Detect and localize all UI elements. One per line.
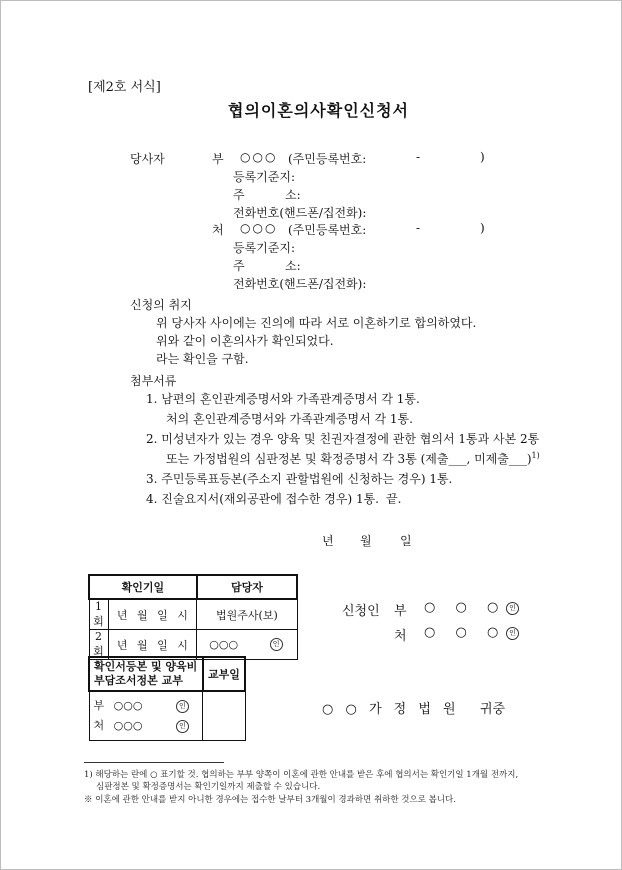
confirm-header-left: 확인기일 bbox=[89, 575, 197, 599]
husband-rrn-close: ) bbox=[480, 150, 485, 164]
confirm-row1-staff: 법원주사(보) bbox=[197, 599, 297, 630]
applicant-wife-role: 처 bbox=[394, 629, 407, 644]
attachment-item-1b: 처의 혼인관계증명서와 가족관계증명서 각 1통. bbox=[166, 412, 413, 426]
footnote-2: ※ 이혼에 관한 안내를 받지 아니한 경우에는 접수한 날부터 3개월이 경과하면 취하한 것으로 봅니다. bbox=[84, 795, 456, 805]
delivery-husband-role: 부 bbox=[93, 699, 105, 712]
delivery-husband-seal-icon: 인 bbox=[176, 700, 189, 713]
delivery-table bbox=[88, 656, 246, 741]
date-day: 일 bbox=[400, 534, 412, 548]
delivery-header-left bbox=[89, 657, 203, 691]
document-title: 협의이혼의사확인신청서 bbox=[228, 101, 410, 120]
wife-name: ○○○ bbox=[240, 221, 278, 235]
attachments-end: 끝. bbox=[386, 492, 402, 506]
husband-address-a: 주 bbox=[233, 188, 245, 202]
applicant-husband-role: 부 bbox=[394, 604, 407, 619]
applicant-wife-seal-icon: 인 bbox=[506, 627, 519, 640]
confirm-header-right: 담당자 bbox=[197, 575, 297, 599]
wife-rrn-close: ) bbox=[480, 221, 485, 235]
husband-registry: 등록기준지: bbox=[233, 170, 296, 184]
applicant-husband-name: ○ ○ ○ bbox=[424, 600, 499, 615]
footnote-divider bbox=[84, 762, 224, 763]
delivery-wife-role: 처 bbox=[93, 719, 105, 732]
court-name: ○ ○ 가 정 법 원 bbox=[322, 702, 458, 717]
confirm-row2-date: 년 월 일 시 bbox=[108, 630, 197, 660]
wife-registry: 등록기준지: bbox=[233, 241, 296, 255]
applicant-husband-seal-icon: 인 bbox=[506, 602, 519, 615]
attachment-item-1a: 1. 남편의 혼인관계증명서와 가족관계증명서 각 1통. bbox=[146, 392, 420, 406]
delivery-wife-row bbox=[94, 716, 199, 736]
delivery-date-cell bbox=[203, 691, 245, 741]
form-number: [제2호 서식] bbox=[88, 80, 161, 95]
purpose-line-1: 위 당사자 사이에는 진의에 따라 서로 이혼하기로 합의하였다. bbox=[156, 316, 477, 330]
applicant-wife-name: ○ ○ ○ bbox=[424, 625, 499, 640]
footnote-1a: 1) 해당하는 란에 ○ 표기할 것. 협의하는 부부 양쪽이 이혼에 관한 안내를 받은 후에 협의서는 확인기일 1개월 전까지, bbox=[84, 770, 519, 780]
attachment-item-2b: 또는 가정법원의 심판정본 및 확정증명서 각 3통 (제출___, 미제출___)$^{1)}$ bbox=[166, 451, 540, 466]
husband-address-b: 소: bbox=[285, 188, 301, 202]
applicant-label: 신청인 bbox=[342, 604, 380, 619]
purpose-line-3: 라는 확인을 구함. bbox=[156, 352, 249, 366]
delivery-header-right: 교부일 bbox=[203, 657, 245, 691]
confirmation-table bbox=[88, 574, 298, 660]
confirm-row2-name: ○○○ bbox=[209, 637, 239, 651]
delivery-husband-name: ○○○ bbox=[113, 699, 143, 712]
wife-rrn-label: (주민등록번호: bbox=[288, 223, 367, 237]
husband-rrn-dash: - bbox=[416, 150, 421, 164]
husband-role: 부 bbox=[212, 152, 224, 166]
husband-rrn-label: (주민등록번호: bbox=[288, 152, 367, 166]
wife-phone: 전화번호(핸드폰/집전화): bbox=[233, 277, 367, 291]
attachment-item-4: 4. 진술요지서(재외공관에 접수한 경우) 1통. bbox=[146, 492, 379, 506]
delivery-husband-row bbox=[94, 696, 199, 716]
wife-address-a: 주 bbox=[233, 259, 245, 273]
wife-address-b: 소: bbox=[285, 259, 301, 273]
parties-label: 당사자 bbox=[130, 152, 165, 166]
purpose-line-2: 위와 같이 이혼의사가 확인되었다. bbox=[156, 334, 334, 348]
husband-phone: 전화번호(핸드폰/집전화): bbox=[233, 206, 367, 220]
delivery-wife-name: ○○○ bbox=[113, 719, 143, 732]
delivery-header-left-1: 확인서등본 및 양육비 bbox=[94, 660, 198, 673]
attachments-heading: 첨부서류 bbox=[130, 374, 177, 388]
confirm-row2-no: 2회 bbox=[89, 630, 108, 660]
attachment-item-3: 3. 주민등록표등본(주소지 관할법원에 신청하는 경우) 1통. bbox=[146, 472, 453, 486]
confirm-seal-icon: 인 bbox=[270, 638, 283, 651]
wife-role: 처 bbox=[212, 223, 224, 237]
confirm-row1-date: 년 월 일 시 bbox=[108, 599, 197, 630]
footnote-1b: 심판정본 및 확정증명서는 확인기일까지 제출할 수 있습니다. bbox=[96, 782, 321, 792]
confirm-row2-staff bbox=[197, 630, 297, 660]
purpose-heading: 신청의 취지 bbox=[130, 298, 192, 312]
attachment-item-2a: 2. 미성년자가 있는 경우 양육 및 친권자결정에 관한 협의서 1통과 사본 2통 bbox=[146, 432, 540, 446]
court-suffix: 귀중 bbox=[480, 702, 506, 717]
delivery-header-left-2: 부담조서정본 교부 bbox=[94, 674, 183, 687]
confirm-row1-no: 1회 bbox=[89, 599, 108, 630]
delivery-recipients bbox=[89, 691, 203, 741]
date-year: 년 bbox=[322, 534, 334, 548]
delivery-wife-seal-icon: 인 bbox=[176, 720, 189, 733]
date-month: 월 bbox=[360, 534, 372, 548]
husband-name: ○○○ bbox=[240, 150, 278, 164]
wife-rrn-dash: - bbox=[416, 221, 421, 235]
